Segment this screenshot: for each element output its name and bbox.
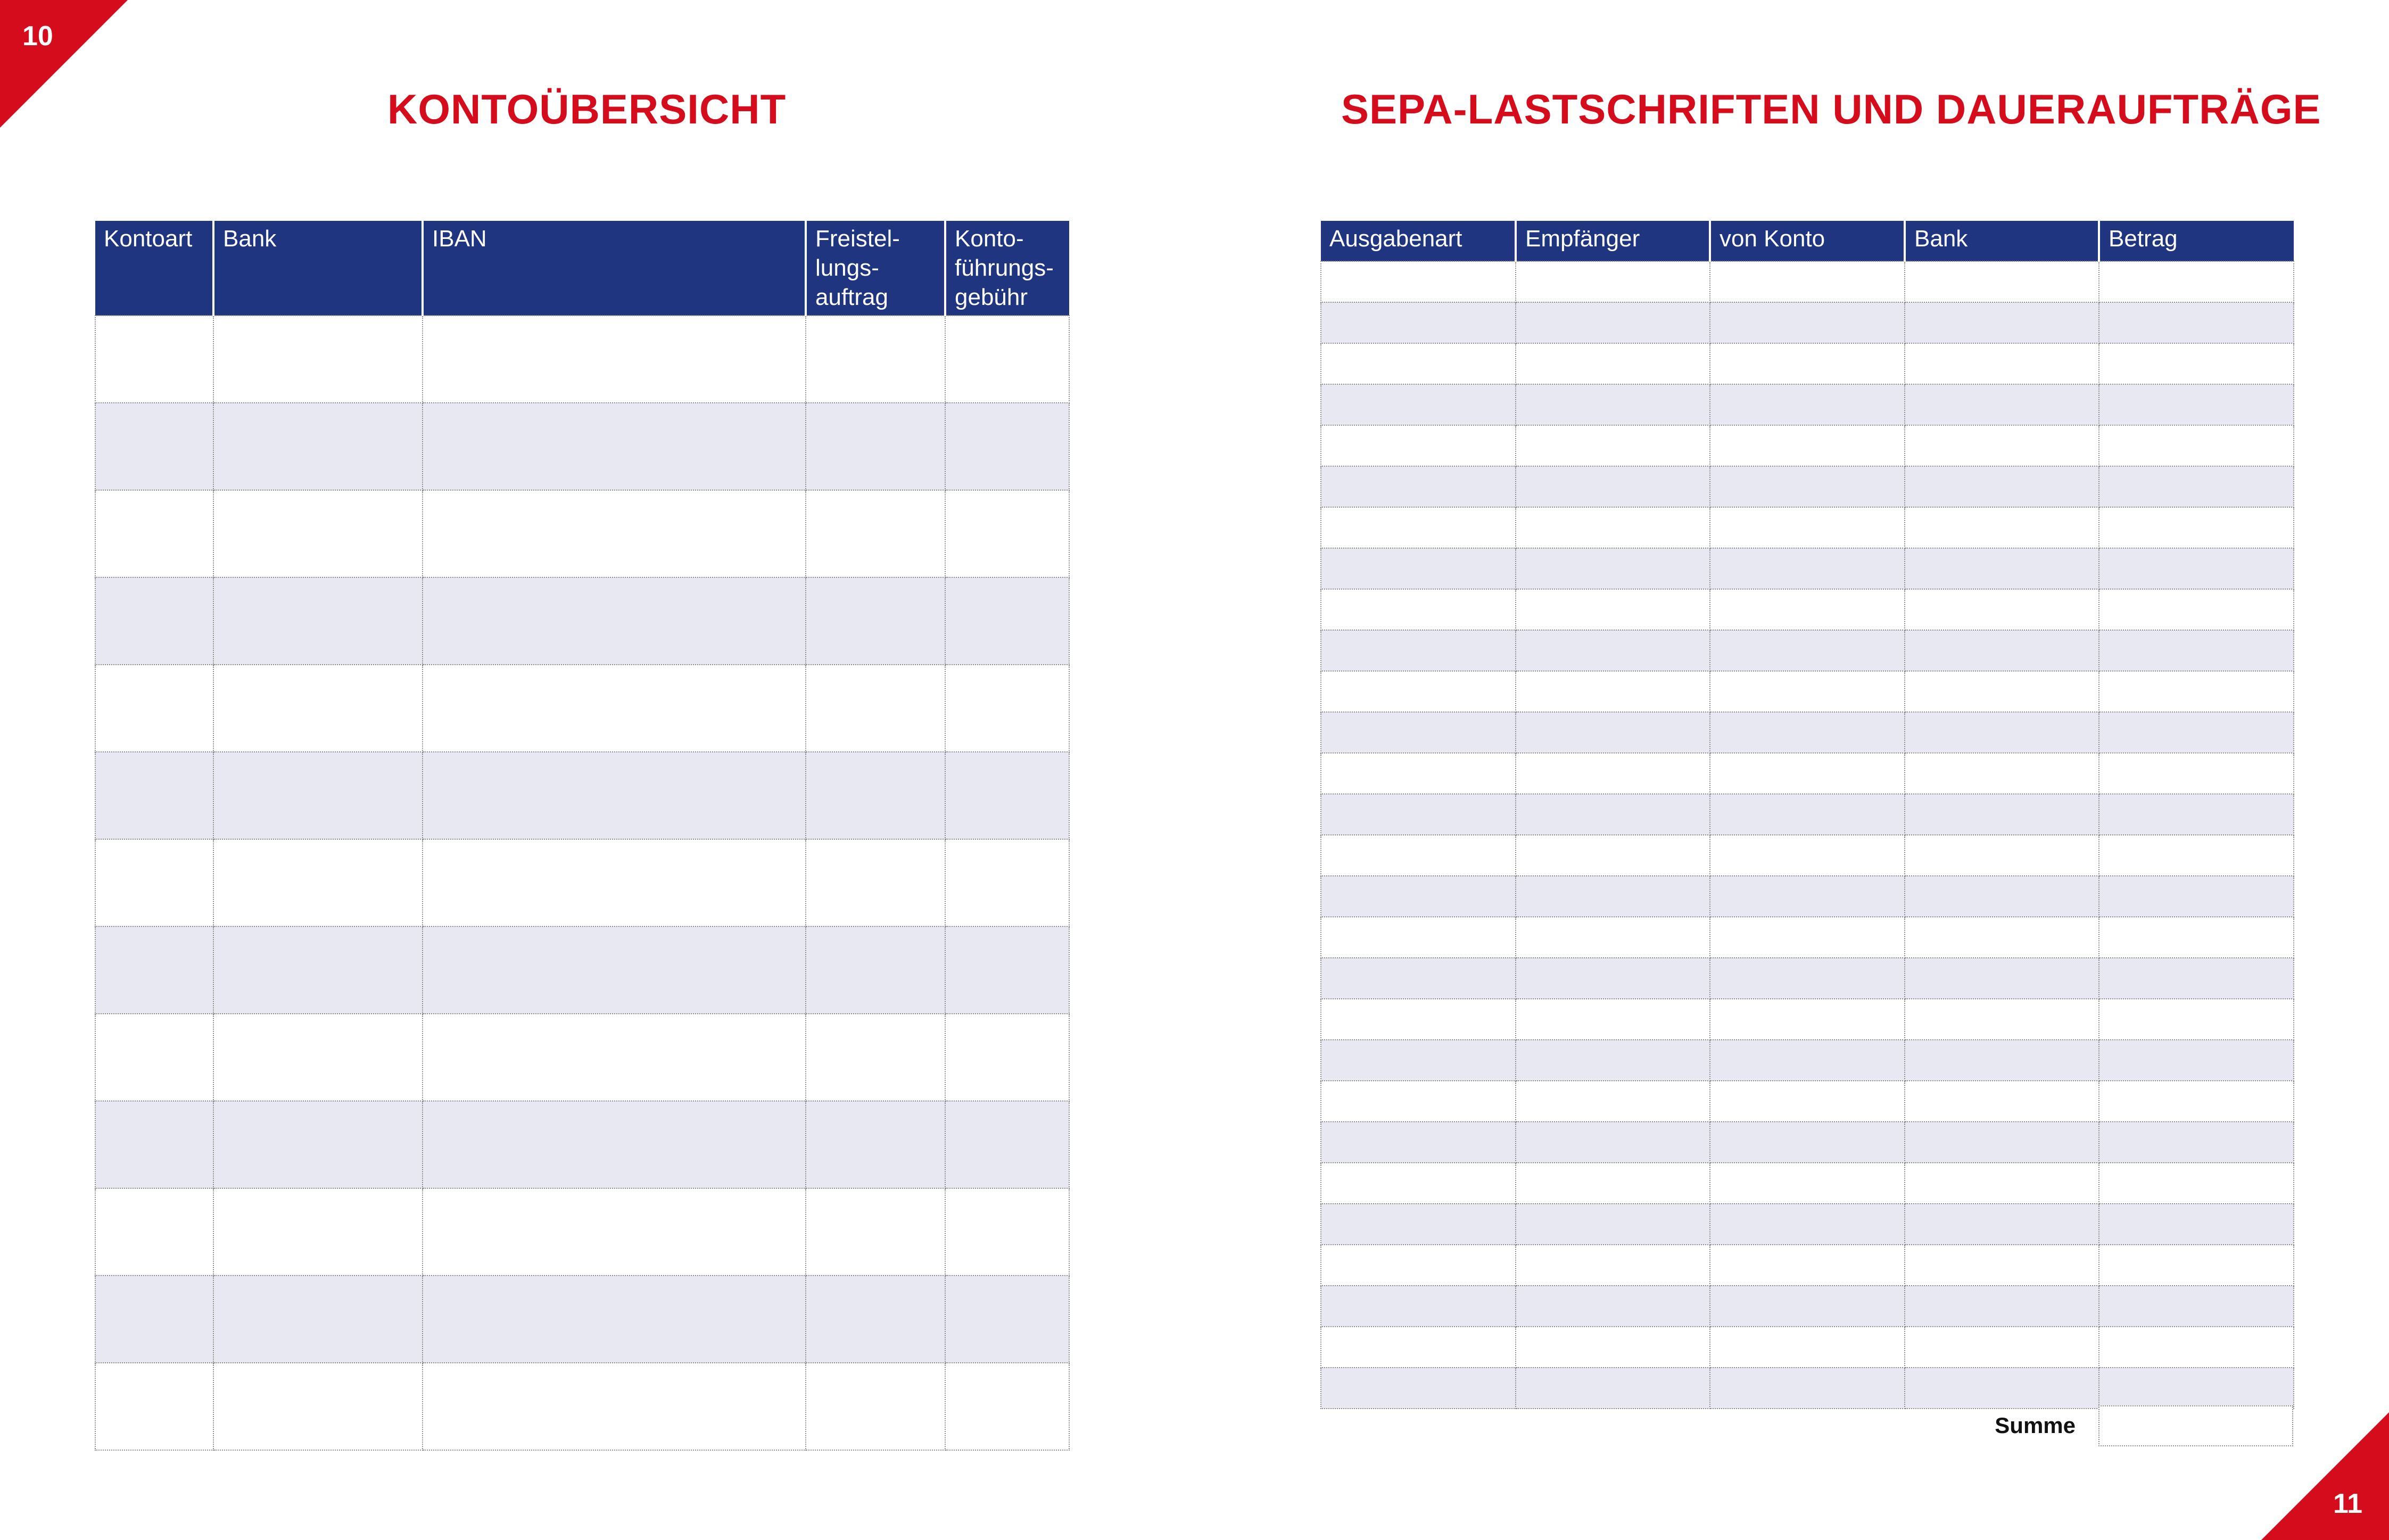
table-cell[interactable] xyxy=(1516,343,1710,384)
table-cell[interactable] xyxy=(1516,1040,1710,1081)
table-cell[interactable] xyxy=(1710,753,1905,794)
table-cell[interactable] xyxy=(423,1276,806,1363)
table-cell[interactable] xyxy=(945,926,1069,1014)
table-row xyxy=(95,839,1069,926)
table-cell[interactable] xyxy=(1321,876,1516,917)
table-cell[interactable] xyxy=(423,577,806,665)
table-row xyxy=(95,1363,1069,1450)
table-cell[interactable] xyxy=(2099,794,2294,835)
table-cell[interactable] xyxy=(423,403,806,490)
table-cell[interactable] xyxy=(2099,1368,2294,1409)
table-cell[interactable] xyxy=(806,403,945,490)
table-row xyxy=(1321,1040,2294,1081)
table-cell[interactable] xyxy=(423,1101,806,1188)
table-cell[interactable] xyxy=(1516,507,1710,548)
table-cell[interactable] xyxy=(945,1276,1069,1363)
table-cell[interactable] xyxy=(213,490,423,577)
table-cell[interactable] xyxy=(1710,835,1905,876)
page-corner-left xyxy=(0,0,128,128)
table-cell[interactable] xyxy=(1321,794,1516,835)
table-cell[interactable] xyxy=(1710,343,1905,384)
table-row xyxy=(95,577,1069,665)
table-cell[interactable] xyxy=(1905,671,2099,712)
table-cell[interactable] xyxy=(213,1101,423,1188)
table-cell[interactable] xyxy=(95,665,213,752)
table-cell[interactable] xyxy=(1710,630,1905,671)
table-cell[interactable] xyxy=(1516,835,1710,876)
page-number-left: 10 xyxy=(22,21,53,52)
table-cell[interactable] xyxy=(1905,384,2099,425)
table-cell[interactable] xyxy=(945,839,1069,926)
table-cell[interactable] xyxy=(95,1188,213,1276)
table-row xyxy=(1321,671,2294,712)
table-cell[interactable] xyxy=(213,403,423,490)
table-cell[interactable] xyxy=(1905,794,2099,835)
column-header: von Konto xyxy=(1710,221,1905,261)
table-cell[interactable] xyxy=(1905,466,2099,507)
table-cell[interactable] xyxy=(1321,1163,1516,1204)
account-overview-table xyxy=(95,221,1070,1451)
table-cell[interactable] xyxy=(1516,1081,1710,1122)
table-cell[interactable] xyxy=(806,577,945,665)
table-cell[interactable] xyxy=(213,1363,423,1450)
table-row xyxy=(1321,1204,2294,1245)
table-cell[interactable] xyxy=(1710,507,1905,548)
table-cell[interactable] xyxy=(95,839,213,926)
table-cell[interactable] xyxy=(806,490,945,577)
table-row xyxy=(1321,876,2294,917)
table-cell[interactable] xyxy=(1516,261,1710,302)
table-cell[interactable] xyxy=(1710,1040,1905,1081)
table-cell[interactable] xyxy=(2099,1245,2294,1286)
table-row xyxy=(95,1014,1069,1101)
table-cell[interactable] xyxy=(2099,466,2294,507)
table-cell[interactable] xyxy=(2099,1122,2294,1163)
table-cell[interactable] xyxy=(2099,1204,2294,1245)
table-row xyxy=(95,752,1069,839)
table-cell[interactable] xyxy=(1905,507,2099,548)
table-cell[interactable] xyxy=(2099,343,2294,384)
table-cell[interactable] xyxy=(2099,548,2294,589)
table-cell[interactable] xyxy=(213,839,423,926)
table-cell[interactable] xyxy=(945,577,1069,665)
table-cell[interactable] xyxy=(2099,1286,2294,1327)
table-row xyxy=(1321,958,2294,999)
column-header: Betrag xyxy=(2099,221,2294,261)
table-cell[interactable] xyxy=(2099,630,2294,671)
table-cell[interactable] xyxy=(1710,1327,1905,1368)
table-cell[interactable] xyxy=(2099,507,2294,548)
table-cell[interactable] xyxy=(1905,1368,2099,1409)
table-cell[interactable] xyxy=(1905,1122,2099,1163)
table-cell[interactable] xyxy=(1321,548,1516,589)
table-cell[interactable] xyxy=(2099,712,2294,753)
table-row xyxy=(1321,302,2294,343)
table-cell[interactable] xyxy=(1710,1163,1905,1204)
table-row xyxy=(1321,466,2294,507)
table-cell[interactable] xyxy=(423,839,806,926)
table-cell[interactable] xyxy=(1905,712,2099,753)
table-cell[interactable] xyxy=(213,1014,423,1101)
table-row xyxy=(1321,1327,2294,1368)
table-cell[interactable] xyxy=(2099,384,2294,425)
table-cell[interactable] xyxy=(95,1276,213,1363)
table-row xyxy=(1321,1081,2294,1122)
table-cell[interactable] xyxy=(2099,261,2294,302)
table-cell[interactable] xyxy=(1516,794,1710,835)
table-cell[interactable] xyxy=(945,752,1069,839)
table-cell[interactable] xyxy=(1516,589,1710,630)
table-cell[interactable] xyxy=(95,490,213,577)
table-row xyxy=(1321,712,2294,753)
table-cell[interactable] xyxy=(1905,753,2099,794)
table-cell[interactable] xyxy=(1516,917,1710,958)
table-cell[interactable] xyxy=(1321,1327,1516,1368)
table-cell[interactable] xyxy=(1710,466,1905,507)
table-cell[interactable] xyxy=(2099,589,2294,630)
table-cell[interactable] xyxy=(1905,1040,2099,1081)
table-row xyxy=(1321,753,2294,794)
table-cell[interactable] xyxy=(423,926,806,1014)
column-header: IBAN xyxy=(423,221,806,316)
table-cell[interactable] xyxy=(1516,753,1710,794)
table-cell[interactable] xyxy=(2099,1327,2294,1368)
table-cell[interactable] xyxy=(1710,1368,1905,1409)
table-cell[interactable] xyxy=(806,1276,945,1363)
table-cell[interactable] xyxy=(1905,548,2099,589)
table-row xyxy=(1321,507,2294,548)
table-cell[interactable] xyxy=(213,665,423,752)
table-cell[interactable] xyxy=(2099,835,2294,876)
table-cell[interactable] xyxy=(1905,917,2099,958)
table-cell[interactable] xyxy=(1516,876,1710,917)
table-cell[interactable] xyxy=(945,1363,1069,1450)
table-cell[interactable] xyxy=(1516,999,1710,1040)
table-cell[interactable] xyxy=(1516,1204,1710,1245)
table-cell[interactable] xyxy=(1905,1327,2099,1368)
table-cell[interactable] xyxy=(423,752,806,839)
table-cell[interactable] xyxy=(1710,876,1905,917)
table-row xyxy=(95,1101,1069,1188)
table-cell[interactable] xyxy=(423,665,806,752)
table-cell[interactable] xyxy=(95,926,213,1014)
table-cell[interactable] xyxy=(1516,466,1710,507)
table-cell[interactable] xyxy=(806,1014,945,1101)
table-cell[interactable] xyxy=(1905,835,2099,876)
table-header-row xyxy=(95,221,1069,316)
table-cell[interactable] xyxy=(423,1363,806,1450)
right-page-title: SEPA-LASTSCHRIFTEN UND DAUERAUFTRÄGE xyxy=(1341,86,2321,133)
table-cell[interactable] xyxy=(1905,261,2099,302)
table-row xyxy=(1321,1163,2294,1204)
table-cell[interactable] xyxy=(1710,1204,1905,1245)
table-cell[interactable] xyxy=(1710,1122,1905,1163)
table-cell[interactable] xyxy=(1710,384,1905,425)
table-cell[interactable] xyxy=(2099,958,2294,999)
table-cell[interactable] xyxy=(213,577,423,665)
column-header: Bank xyxy=(213,221,423,316)
table-cell[interactable] xyxy=(1321,1081,1516,1122)
table-cell[interactable] xyxy=(806,1188,945,1276)
table-cell[interactable] xyxy=(1905,425,2099,466)
table-cell[interactable] xyxy=(1905,1081,2099,1122)
table-row xyxy=(95,665,1069,752)
table-cell[interactable] xyxy=(1321,1245,1516,1286)
table-cell[interactable] xyxy=(2099,1040,2294,1081)
table-cell[interactable] xyxy=(1321,343,1516,384)
table-cell[interactable] xyxy=(2099,1081,2294,1122)
table-cell[interactable] xyxy=(2099,753,2294,794)
table-cell[interactable] xyxy=(2099,671,2294,712)
table-cell[interactable] xyxy=(1321,302,1516,343)
table-row xyxy=(95,926,1069,1014)
sum-label: Summe xyxy=(1995,1413,2076,1438)
table-cell[interactable] xyxy=(945,316,1069,403)
table-cell[interactable] xyxy=(423,1014,806,1101)
table-row xyxy=(1321,794,2294,835)
column-header: Empfänger xyxy=(1516,221,1710,261)
table-row xyxy=(1321,425,2294,466)
table-cell[interactable] xyxy=(1321,630,1516,671)
table-cell[interactable] xyxy=(806,316,945,403)
table-cell[interactable] xyxy=(1321,507,1516,548)
table-row xyxy=(95,1188,1069,1276)
table-row xyxy=(95,1276,1069,1363)
table-cell[interactable] xyxy=(1905,302,2099,343)
table-row xyxy=(1321,999,2294,1040)
sum-field[interactable] xyxy=(2098,1405,2293,1446)
table-cell[interactable] xyxy=(213,752,423,839)
table-cell[interactable] xyxy=(95,752,213,839)
table-cell[interactable] xyxy=(1321,1040,1516,1081)
table-row xyxy=(1321,1245,2294,1286)
table-cell[interactable] xyxy=(1905,1163,2099,1204)
table-cell[interactable] xyxy=(1710,302,1905,343)
table-cell[interactable] xyxy=(1516,425,1710,466)
table-cell[interactable] xyxy=(1516,712,1710,753)
table-row xyxy=(95,490,1069,577)
table-cell[interactable] xyxy=(1710,917,1905,958)
table-cell[interactable] xyxy=(1321,261,1516,302)
table-cell[interactable] xyxy=(1321,753,1516,794)
table-cell[interactable] xyxy=(423,1188,806,1276)
table-cell[interactable] xyxy=(1516,1163,1710,1204)
table-row xyxy=(1321,548,2294,589)
table-cell[interactable] xyxy=(1516,1368,1710,1409)
table-cell[interactable] xyxy=(1516,548,1710,589)
table-cell[interactable] xyxy=(1516,1122,1710,1163)
table-cell[interactable] xyxy=(1905,1204,2099,1245)
table-cell[interactable] xyxy=(945,1101,1069,1188)
table-cell[interactable] xyxy=(806,839,945,926)
column-header: Bank xyxy=(1905,221,2099,261)
table-cell[interactable] xyxy=(1321,712,1516,753)
table-cell[interactable] xyxy=(945,1014,1069,1101)
table-cell[interactable] xyxy=(945,490,1069,577)
table-cell[interactable] xyxy=(806,665,945,752)
table-cell[interactable] xyxy=(1710,1286,1905,1327)
table-cell[interactable] xyxy=(1321,425,1516,466)
table-row xyxy=(1321,835,2294,876)
table-cell[interactable] xyxy=(1710,261,1905,302)
table-cell[interactable] xyxy=(1321,835,1516,876)
table-cell[interactable] xyxy=(806,926,945,1014)
table-cell[interactable] xyxy=(95,403,213,490)
table-row xyxy=(1321,630,2294,671)
table-cell[interactable] xyxy=(1710,671,1905,712)
table-cell[interactable] xyxy=(1321,671,1516,712)
table-cell[interactable] xyxy=(1905,1286,2099,1327)
table-cell[interactable] xyxy=(1710,425,1905,466)
table-cell[interactable] xyxy=(806,752,945,839)
table-cell[interactable] xyxy=(1905,343,2099,384)
table-cell[interactable] xyxy=(1710,589,1905,630)
table-cell[interactable] xyxy=(1710,794,1905,835)
table-row xyxy=(1321,1122,2294,1163)
table-row xyxy=(1321,384,2294,425)
table-cell[interactable] xyxy=(1321,917,1516,958)
table-cell[interactable] xyxy=(806,1101,945,1188)
table-cell[interactable] xyxy=(213,316,423,403)
table-cell[interactable] xyxy=(1321,1368,1516,1409)
table-cell[interactable] xyxy=(423,316,806,403)
table-cell[interactable] xyxy=(1516,1245,1710,1286)
table-cell[interactable] xyxy=(1321,1204,1516,1245)
table-cell[interactable] xyxy=(2099,876,2294,917)
table-row xyxy=(1321,343,2294,384)
table-cell[interactable] xyxy=(1905,876,2099,917)
table-cell[interactable] xyxy=(95,1014,213,1101)
table-cell[interactable] xyxy=(1516,671,1710,712)
table-header-row xyxy=(1321,221,2294,261)
table-row xyxy=(1321,1286,2294,1327)
direct-debits-table xyxy=(1320,221,2294,1409)
table-cell[interactable] xyxy=(1710,712,1905,753)
table-cell[interactable] xyxy=(1321,384,1516,425)
table-row xyxy=(1321,917,2294,958)
table-cell[interactable] xyxy=(1321,466,1516,507)
table-cell[interactable] xyxy=(2099,425,2294,466)
table-cell[interactable] xyxy=(95,316,213,403)
table-cell[interactable] xyxy=(1516,1327,1710,1368)
table-cell[interactable] xyxy=(1321,1286,1516,1327)
table-cell[interactable] xyxy=(1905,958,2099,999)
table-cell[interactable] xyxy=(945,665,1069,752)
table-cell[interactable] xyxy=(1516,958,1710,999)
table-cell[interactable] xyxy=(1905,999,2099,1040)
table-cell[interactable] xyxy=(95,1101,213,1188)
table-cell[interactable] xyxy=(1905,1245,2099,1286)
table-cell[interactable] xyxy=(423,490,806,577)
table-cell[interactable] xyxy=(1321,958,1516,999)
column-header: Freistel- lungs- auftrag xyxy=(806,221,945,316)
table-cell[interactable] xyxy=(1905,630,2099,671)
table-cell[interactable] xyxy=(1516,384,1710,425)
table-cell[interactable] xyxy=(1905,589,2099,630)
column-header: Konto- führungs- gebühr xyxy=(945,221,1069,316)
table-row xyxy=(1321,261,2294,302)
table-cell[interactable] xyxy=(1710,958,1905,999)
table-cell[interactable] xyxy=(2099,302,2294,343)
table-cell[interactable] xyxy=(1516,302,1710,343)
table-cell[interactable] xyxy=(1710,1245,1905,1286)
table-cell[interactable] xyxy=(1321,999,1516,1040)
table-cell[interactable] xyxy=(2099,999,2294,1040)
table-cell[interactable] xyxy=(1321,589,1516,630)
column-header: Ausgabenart xyxy=(1321,221,1516,261)
table-cell[interactable] xyxy=(1710,548,1905,589)
table-cell[interactable] xyxy=(213,1188,423,1276)
column-header: Kontoart xyxy=(95,221,213,316)
table-cell[interactable] xyxy=(1321,1122,1516,1163)
table-cell[interactable] xyxy=(945,1188,1069,1276)
table-cell[interactable] xyxy=(2099,1163,2294,1204)
table-row xyxy=(95,403,1069,490)
table-row xyxy=(95,316,1069,403)
table-cell[interactable] xyxy=(806,1363,945,1450)
table-cell[interactable] xyxy=(95,577,213,665)
table-cell[interactable] xyxy=(1710,1081,1905,1122)
left-page-title: KONTOÜBERSICHT xyxy=(387,86,787,133)
table-row xyxy=(1321,589,2294,630)
table-row xyxy=(1321,1368,2294,1409)
table-cell[interactable] xyxy=(1516,630,1710,671)
table-cell[interactable] xyxy=(95,1363,213,1450)
page-number-right: 11 xyxy=(2333,1488,2362,1519)
table-cell[interactable] xyxy=(945,403,1069,490)
table-cell[interactable] xyxy=(2099,917,2294,958)
table-cell[interactable] xyxy=(213,926,423,1014)
table-cell[interactable] xyxy=(1516,1286,1710,1327)
table-cell[interactable] xyxy=(1710,999,1905,1040)
table-cell[interactable] xyxy=(213,1276,423,1363)
